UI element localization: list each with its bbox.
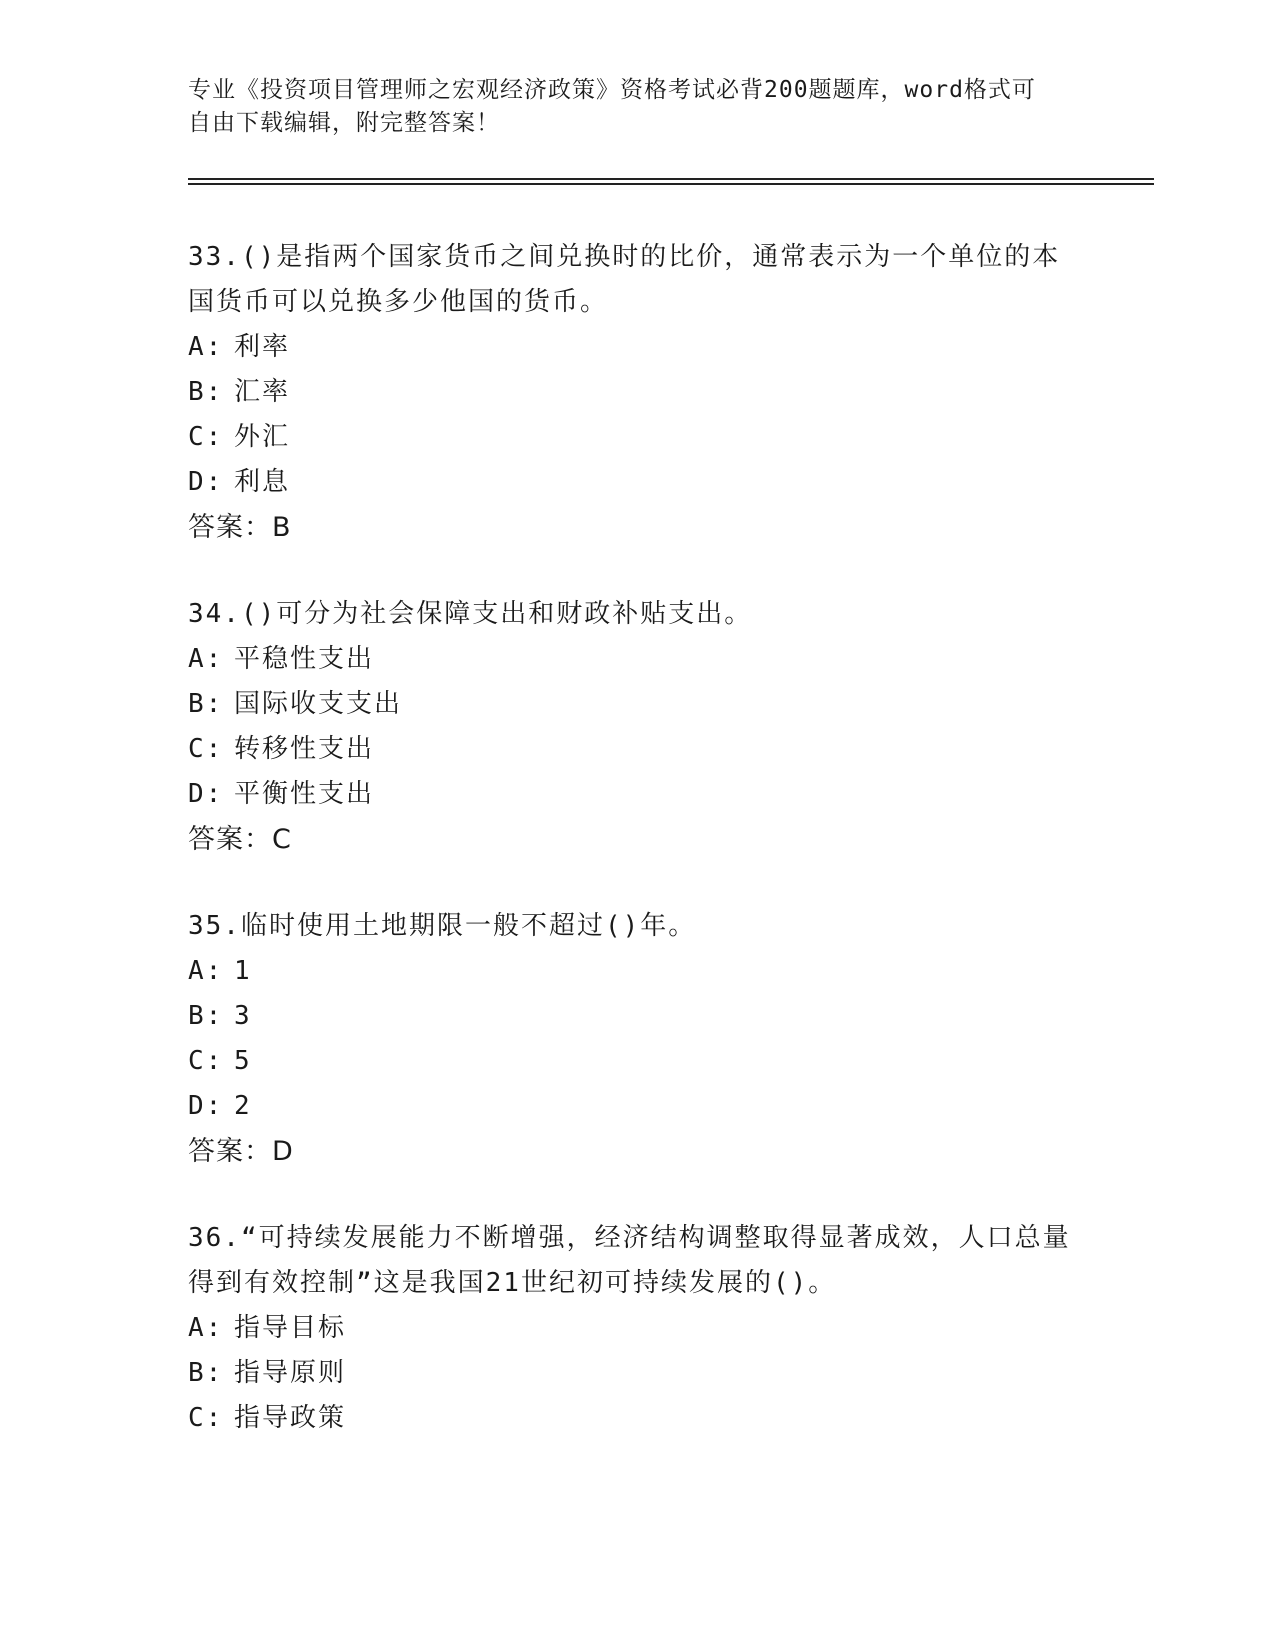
option-letter: A: [188, 1313, 224, 1343]
option-letter: C: [188, 422, 224, 452]
option-letter: A: [188, 956, 224, 986]
option-c [188, 1396, 1088, 1441]
question-34 [188, 592, 1088, 862]
question-stem: 36.“可持续发展能力不断增强，经济结构调整取得显著成效，人口总量得到有效控制”这是我国21世纪初可持续发展的()。 [188, 1223, 1071, 1298]
document-header [188, 74, 1068, 140]
option-text: 5 [234, 1046, 252, 1076]
option-b [188, 682, 1088, 727]
option-letter: A: [188, 332, 224, 362]
option-letter: B: [188, 689, 224, 719]
answer-line: 答案：D [188, 1136, 294, 1167]
option-letter: A: [188, 644, 224, 674]
option-letter: C: [188, 1403, 224, 1433]
option-letter: B: [188, 377, 224, 407]
option-d [188, 1084, 1088, 1129]
option-text: 指导政策 [234, 1403, 347, 1433]
option-a [188, 949, 1088, 994]
header-divider [188, 178, 1154, 185]
option-a [188, 325, 1088, 370]
option-d [188, 460, 1088, 505]
question-stem: 34.()可分为社会保障支出和财政补贴支出。 [188, 599, 753, 629]
option-letter: B: [188, 1358, 224, 1388]
option-letter: B: [188, 1001, 224, 1031]
question-list [188, 235, 1088, 1483]
option-b [188, 1351, 1088, 1396]
option-text: 平稳性支出 [234, 644, 375, 674]
option-text: 汇率 [234, 377, 291, 407]
question-stem: 35.临时使用土地期限一般不超过()年。 [188, 911, 697, 941]
option-text: 2 [234, 1091, 252, 1121]
option-text: 转移性支出 [234, 734, 375, 764]
question-35 [188, 904, 1088, 1174]
option-text: 平衡性支出 [234, 779, 375, 809]
header-line-2: 自由下载编辑，附完整答案！ [188, 110, 500, 136]
option-c [188, 727, 1088, 772]
option-text: 利率 [234, 332, 291, 362]
option-a [188, 637, 1088, 682]
option-text: 利息 [234, 467, 291, 497]
option-b [188, 370, 1088, 415]
option-c [188, 1039, 1088, 1084]
question-stem: 33.()是指两个国家货币之间兑换时的比价，通常表示为一个单位的本国货币可以兑换多少他国的货币。 [188, 242, 1061, 317]
question-36 [188, 1216, 1088, 1441]
option-text: 3 [234, 1001, 252, 1031]
question-33 [188, 235, 1088, 550]
option-d [188, 772, 1088, 817]
option-letter: D: [188, 779, 224, 809]
option-b [188, 994, 1088, 1039]
option-letter: D: [188, 467, 224, 497]
option-text: 国际收支支出 [234, 689, 403, 719]
option-c [188, 415, 1088, 460]
option-text: 外汇 [234, 422, 291, 452]
header-line-1: 专业《投资项目管理师之宏观经济政策》资格考试必背200题题库，word格式可 [188, 77, 1036, 103]
option-letter: C: [188, 734, 224, 764]
option-text: 1 [234, 956, 252, 986]
option-letter: D: [188, 1091, 224, 1121]
answer-line: 答案：B [188, 512, 292, 543]
answer-line: 答案：C [188, 824, 292, 855]
option-text: 指导目标 [234, 1313, 347, 1343]
option-letter: C: [188, 1046, 224, 1076]
option-text: 指导原则 [234, 1358, 347, 1388]
option-a [188, 1306, 1088, 1351]
